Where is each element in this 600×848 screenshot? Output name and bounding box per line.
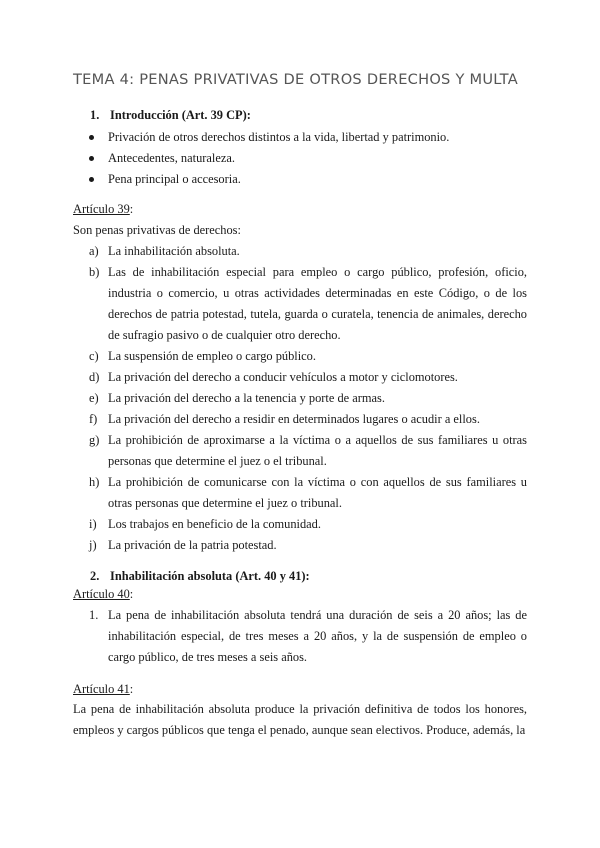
page-title: TEMA 4: PENAS PRIVATIVAS DE OTROS DERECHOS Y MULTA bbox=[73, 71, 518, 88]
item-text: La pena de inhabilitación absoluta tendrá una duración de seis a 20 años; las de inhabilitación especial, de tres meses a 20 años, y la de suspensión de empleo o cargo público, de tres meses a seis años. bbox=[108, 608, 527, 664]
item-marker: c) bbox=[89, 349, 99, 363]
list-item bbox=[73, 514, 527, 535]
section-1-bullet-list bbox=[73, 127, 527, 190]
article-40-header: Artículo 40: bbox=[73, 587, 134, 601]
section-1-title: Introducción (Art. 39 CP): bbox=[110, 108, 251, 122]
item-text: La privación de la patria potestad. bbox=[108, 538, 277, 552]
list-item bbox=[73, 241, 527, 262]
item-text: La privación del derecho a conducir vehículos a motor y ciclomotores. bbox=[108, 370, 458, 384]
item-text: La privación del derecho a residir en determinados lugares o acudir a ellos. bbox=[108, 412, 480, 426]
list-item bbox=[73, 409, 527, 430]
item-marker: b) bbox=[89, 265, 100, 279]
article-40-list bbox=[73, 605, 527, 668]
section-1-heading bbox=[73, 105, 527, 126]
section-2-title: Inhabilitación absoluta (Art. 40 y 41): bbox=[110, 569, 310, 583]
item-marker: j) bbox=[89, 538, 97, 552]
article-41-paragraph: La pena de inhabilitación absoluta produce la privación definitiva de todos los honores, empleos y cargos públicos que tenga el penado, aunque sean electivos. Produce, además, la bbox=[73, 702, 527, 737]
list-item bbox=[73, 605, 527, 668]
section-1-number: 1. bbox=[90, 108, 100, 122]
item-marker: f) bbox=[89, 412, 98, 426]
article-41-header: Artículo 41: bbox=[73, 682, 134, 696]
bullet-item: Privación de otros derechos distintos a la vida, libertad y patrimonio. bbox=[73, 127, 527, 148]
item-text: Los trabajos en beneficio de la comunidad. bbox=[108, 517, 321, 531]
article-39-label: Artículo 39 bbox=[73, 202, 130, 216]
list-item bbox=[73, 262, 527, 346]
item-marker: e) bbox=[89, 391, 99, 405]
item-text: La prohibición de comunicarse con la víctima o con aquellos de sus familiares u otras personas que determine el juez o tribunal. bbox=[108, 475, 527, 510]
item-marker: a) bbox=[89, 244, 99, 258]
item-marker: d) bbox=[89, 370, 100, 384]
list-item bbox=[73, 367, 527, 388]
list-item bbox=[73, 430, 527, 472]
item-marker: g) bbox=[89, 433, 100, 447]
article-39-list bbox=[73, 241, 527, 556]
item-marker: i) bbox=[89, 517, 97, 531]
item-text: La inhabilitación absoluta. bbox=[108, 244, 240, 258]
article-39-header: Artículo 39: bbox=[73, 202, 134, 216]
bullet-item: Antecedentes, naturaleza. bbox=[73, 148, 527, 169]
item-text: Las de inhabilitación especial para empleo o cargo público, profesión, oficio, industria o comercio, u otras actividades determinadas en este Código, o de los derechos de patria potestad, tutela, guarda o curatela, tenencia de animales, derecho de sufragio pasivo o de cualquier otro derecho. bbox=[108, 265, 527, 342]
item-text: La suspensión de empleo o cargo público. bbox=[108, 349, 316, 363]
article-41-label: Artículo 41 bbox=[73, 682, 130, 696]
list-item bbox=[73, 388, 527, 409]
list-item bbox=[73, 346, 527, 367]
item-marker: h) bbox=[89, 475, 100, 489]
article-39-intro: Son penas privativas de derechos: bbox=[73, 223, 241, 237]
section-2-number: 2. bbox=[90, 569, 100, 583]
list-item bbox=[73, 535, 527, 556]
list-item bbox=[73, 472, 527, 514]
article-40-label: Artículo 40 bbox=[73, 587, 130, 601]
item-text: La prohibición de aproximarse a la víctima o a aquellos de sus familiares u otras personas que determine el juez o el tribunal. bbox=[108, 433, 527, 468]
item-marker: 1. bbox=[89, 608, 99, 622]
bullet-item: Pena principal o accesoria. bbox=[73, 169, 527, 190]
item-text: La privación del derecho a la tenencia y porte de armas. bbox=[108, 391, 385, 405]
